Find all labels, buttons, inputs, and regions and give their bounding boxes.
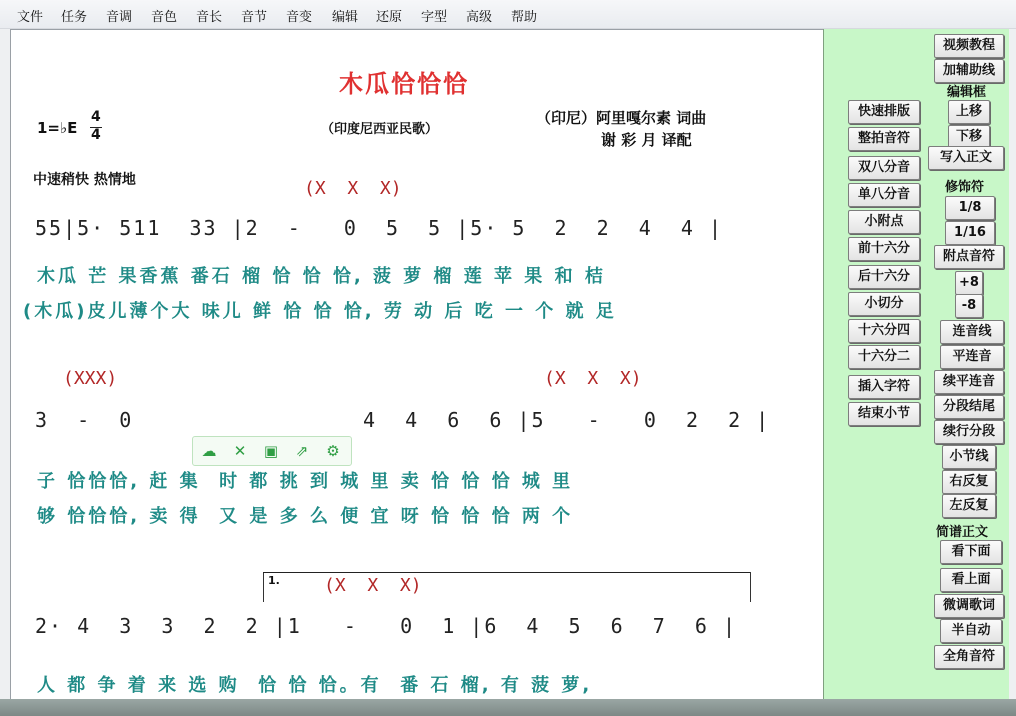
menu-restore[interactable]: 还原 <box>376 10 403 25</box>
sixteenth-two-button[interactable]: 十六分二 <box>848 345 920 369</box>
credit-line-1: （印尼）阿里嘎尔素 词曲 <box>536 109 707 127</box>
lyric-row-1-verse-2: (木瓜)皮儿薄个大 味儿 鲜 恰 恰 恰, 劳 动 后 吃 一 个 就 足 <box>23 301 617 322</box>
ornament-label: 修饰符 <box>945 180 985 195</box>
menu-task[interactable]: 任务 <box>61 10 88 25</box>
menu-duration[interactable]: 音长 <box>196 10 223 25</box>
front-sixteenth-button[interactable]: 前十六分 <box>848 237 920 261</box>
add-helper-line-button[interactable]: 加辅助线 <box>934 59 1004 83</box>
song-origin: （印度尼西亚民歌） <box>321 122 439 137</box>
song-title: 木瓜恰恰恰 <box>339 70 469 98</box>
move-down-button[interactable]: 下移 <box>948 125 990 149</box>
menu-key[interactable]: 音调 <box>106 10 133 25</box>
barline-button[interactable]: 小节线 <box>942 445 996 469</box>
quick-layout-button[interactable]: 快速排版 <box>848 100 920 124</box>
eighth-button[interactable]: 1/8 <box>945 196 995 220</box>
menu-advanced[interactable]: 高级 <box>466 10 493 25</box>
cloud-icon[interactable]: ☁ <box>201 442 217 460</box>
rhythm-annotation: (XXX) <box>63 368 118 389</box>
menu-transpose[interactable]: 音变 <box>286 10 313 25</box>
small-dot-button[interactable]: 小附点 <box>848 210 920 234</box>
key-signature: 1=♭E <box>37 119 78 137</box>
double-eighth-button[interactable]: 双八分音 <box>848 156 920 180</box>
rhythm-annotation: (X X X) <box>304 178 402 199</box>
continue-flat-tie-button[interactable]: 续平连音 <box>934 370 1004 394</box>
octave-down-button[interactable]: -8 <box>955 294 983 318</box>
sixteenth-four-button[interactable]: 十六分四 <box>848 319 920 343</box>
write-body-button[interactable]: 写入正文 <box>928 146 1004 170</box>
continue-segment-button[interactable]: 续行分段 <box>934 420 1004 444</box>
menu-bar <box>0 0 1016 29</box>
move-up-button[interactable]: 上移 <box>948 100 990 124</box>
tie-button[interactable]: 连音线 <box>940 320 1004 344</box>
segment-end-button[interactable]: 分段结尾 <box>934 395 1004 419</box>
flat-tie-button[interactable]: 平连音 <box>940 345 1004 369</box>
fullwidth-note-button[interactable]: 全角音符 <box>934 645 1004 669</box>
time-signature-bottom: 4 <box>91 127 101 143</box>
syncopation-button[interactable]: 小切分 <box>848 292 920 316</box>
credit-line-2: 谢 彩 月 译配 <box>601 131 692 149</box>
view-down-button[interactable]: 看下面 <box>940 540 1002 564</box>
tool-panel <box>823 29 1009 699</box>
fine-tune-lyrics-button[interactable]: 微调歌词 <box>934 594 1004 618</box>
edit-frame-label: 编辑框 <box>947 85 987 100</box>
dotted-note-button[interactable]: 附点音符 <box>934 245 1004 269</box>
score-canvas[interactable] <box>10 29 824 701</box>
menu-file[interactable]: 文件 <box>17 10 44 25</box>
floating-toolbar <box>192 436 352 466</box>
single-eighth-button[interactable]: 单八分音 <box>848 183 920 207</box>
menu-help[interactable]: 帮助 <box>511 10 538 25</box>
left-repeat-button[interactable]: 左反复 <box>942 494 996 518</box>
score-body-label: 简谱正文 <box>936 525 989 540</box>
lyric-row-1-verse-1: 木瓜 芒 果香蕉 番石 榴 恰 恰 恰, 菠 萝 榴 莲 苹 果 和 桔 <box>37 266 606 287</box>
settings-icon[interactable]: ⚙ <box>326 442 340 460</box>
menu-font[interactable]: 字型 <box>421 10 448 25</box>
right-repeat-button[interactable]: 右反复 <box>942 470 996 494</box>
view-up-button[interactable]: 看上面 <box>940 568 1002 592</box>
video-tutorial-button[interactable]: 视频教程 <box>934 34 1004 58</box>
tempo-marking: 中速稍快 热情地 <box>33 172 136 188</box>
notation-row-1: 55|5· 511 33 |2 - 0 5 5 |5· 5 2 2 4 4 | <box>35 216 724 240</box>
lyric-row-2-verse-2: 够 恰恰恰, 卖 得 又 是 多 么 便 宜 呀 恰 恰 恰 两 个 <box>37 506 574 527</box>
rhythm-annotation: (X X X) <box>544 368 642 389</box>
insert-char-button[interactable]: 插入字符 <box>848 375 920 399</box>
notation-row-2: 3 - 0 <box>35 408 134 432</box>
expand-icon[interactable]: ✕ <box>233 442 247 460</box>
menu-edit[interactable]: 编辑 <box>332 10 359 25</box>
whole-beat-note-button[interactable]: 整拍音符 <box>848 127 920 151</box>
save-icon[interactable]: ▣ <box>263 442 279 460</box>
share-icon[interactable]: ⇗ <box>295 442 309 460</box>
time-signature-top: 4 <box>91 109 101 125</box>
semi-auto-button[interactable]: 半自动 <box>940 619 1002 643</box>
lyric-row-3-verse-1: 人 都 争 着 来 选 购 恰 恰 恰。有 番 石 榴, 有 菠 萝, <box>37 675 593 696</box>
sixteenth-button[interactable]: 1/16 <box>945 221 995 245</box>
window-bottom-border <box>0 699 1016 716</box>
notation-row-3: 2· 4 3 3 2 2 |1 - 0 1 |6 4 5 6 7 6 | <box>35 614 738 638</box>
lyric-row-2-verse-1: 子 恰恰恰, 赶 集 时 都 挑 到 城 里 卖 恰 恰 恰 城 里 <box>37 471 574 492</box>
notation-row-2-right: 4 4 6 6 |5 - 0 2 2 | <box>363 408 771 432</box>
rhythm-annotation: (X X X) <box>324 575 422 596</box>
octave-up-button[interactable]: +8 <box>955 271 983 295</box>
volta-ending: 1. <box>268 574 280 587</box>
menu-measure[interactable]: 音节 <box>241 10 268 25</box>
end-measure-button[interactable]: 结束小节 <box>848 402 920 426</box>
back-sixteenth-button[interactable]: 后十六分 <box>848 265 920 289</box>
menu-timbre[interactable]: 音色 <box>151 10 178 25</box>
